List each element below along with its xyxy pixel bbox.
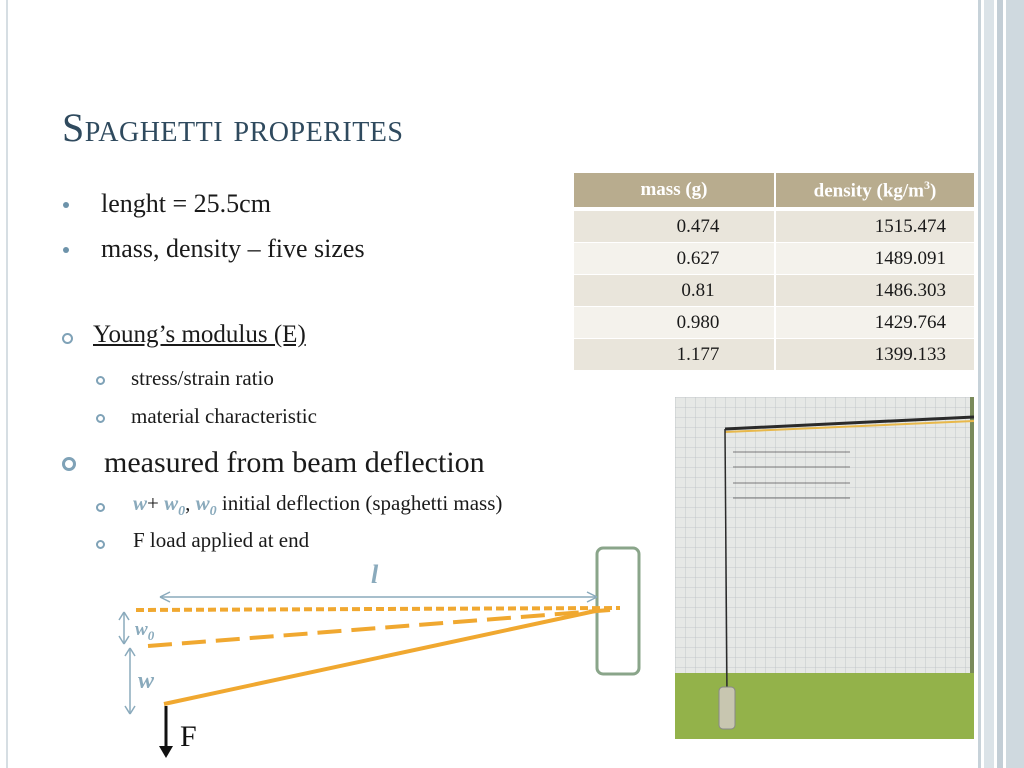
- bullet-mass-density: mass, density – five sizes: [101, 234, 365, 263]
- cell-density: 1429.764: [775, 307, 975, 339]
- header-density-exp: 3: [924, 177, 930, 192]
- border-stripe: [978, 0, 981, 768]
- slide-border-left: [6, 0, 8, 768]
- header-mass: mass (g): [574, 173, 775, 209]
- w0-symbol: w: [164, 491, 179, 515]
- bullet-beam-deflection: measured from beam deflection: [104, 446, 485, 479]
- table-row: [574, 307, 975, 339]
- mass-density-table: [574, 173, 976, 371]
- beam-initial-deflection-dashed: [148, 610, 610, 646]
- table-header-row: [574, 173, 975, 209]
- comma: ,: [185, 491, 196, 515]
- bullet-youngs-modulus: Young’s modulus (E): [93, 321, 306, 348]
- plus-sign: +: [147, 491, 165, 515]
- beam-loaded: [164, 610, 600, 704]
- sub-bullet-ring: [96, 376, 105, 385]
- w0-subscript: 0: [178, 504, 186, 520]
- bullet-length: lenght = 25.5cm: [101, 189, 271, 218]
- sub-bullet-stress-strain: stress/strain ratio: [131, 366, 274, 390]
- table-row: [574, 275, 975, 307]
- cell-density: 1399.133: [775, 339, 975, 371]
- force-label: F: [180, 720, 197, 753]
- slide-title: Spaghetti properites: [62, 105, 404, 150]
- graph-paper-grid: [675, 397, 970, 675]
- table-row: [574, 243, 975, 275]
- w-symbol: w: [133, 491, 148, 515]
- cell-density: 1515.474: [775, 209, 975, 243]
- weight-bag: [719, 687, 735, 729]
- bullet-dot: [63, 202, 69, 208]
- w-label: w: [138, 668, 155, 694]
- cell-density: 1486.303: [775, 275, 975, 307]
- w0-symbol-b: w: [195, 491, 210, 515]
- bullet-ring: [62, 457, 76, 471]
- header-density-close: ): [930, 180, 937, 202]
- table-row: [574, 209, 975, 243]
- sub-bullet-ring: [96, 414, 105, 423]
- border-stripe: [1006, 0, 1024, 768]
- experiment-photo: [675, 397, 974, 739]
- bullet-dot: [63, 247, 69, 253]
- slide-border-right: [978, 0, 1024, 768]
- initial-deflection-text: initial deflection (spaghetti mass): [216, 491, 503, 515]
- sub-bullet-ring: [96, 503, 105, 512]
- sub-bullet-initial-deflection: [133, 491, 502, 520]
- beam-unloaded-dashed: [136, 608, 620, 610]
- force-arrowhead: [159, 746, 173, 758]
- cell-mass: 0.627: [574, 243, 775, 275]
- border-stripe: [997, 0, 1003, 768]
- cell-mass: 0.980: [574, 307, 775, 339]
- cell-mass: 1.177: [574, 339, 775, 371]
- table-row: [574, 339, 975, 371]
- w0-label: [135, 619, 154, 644]
- cell-mass: 0.81: [574, 275, 775, 307]
- length-label: l: [371, 560, 379, 589]
- header-density: [775, 173, 975, 209]
- sub-bullet-material: material characteristic: [131, 404, 317, 428]
- sub-bullet-load: F load applied at end: [133, 528, 310, 552]
- w0-subscript-b: 0: [209, 504, 217, 520]
- header-density-text: density (kg/m: [813, 180, 924, 202]
- cell-mass: 0.474: [574, 209, 775, 243]
- w0-label-text: w: [135, 619, 148, 640]
- bullet-ring: [62, 333, 73, 344]
- border-stripe: [984, 0, 994, 768]
- w0-label-sub: 0: [147, 627, 155, 643]
- cell-density: 1489.091: [775, 243, 975, 275]
